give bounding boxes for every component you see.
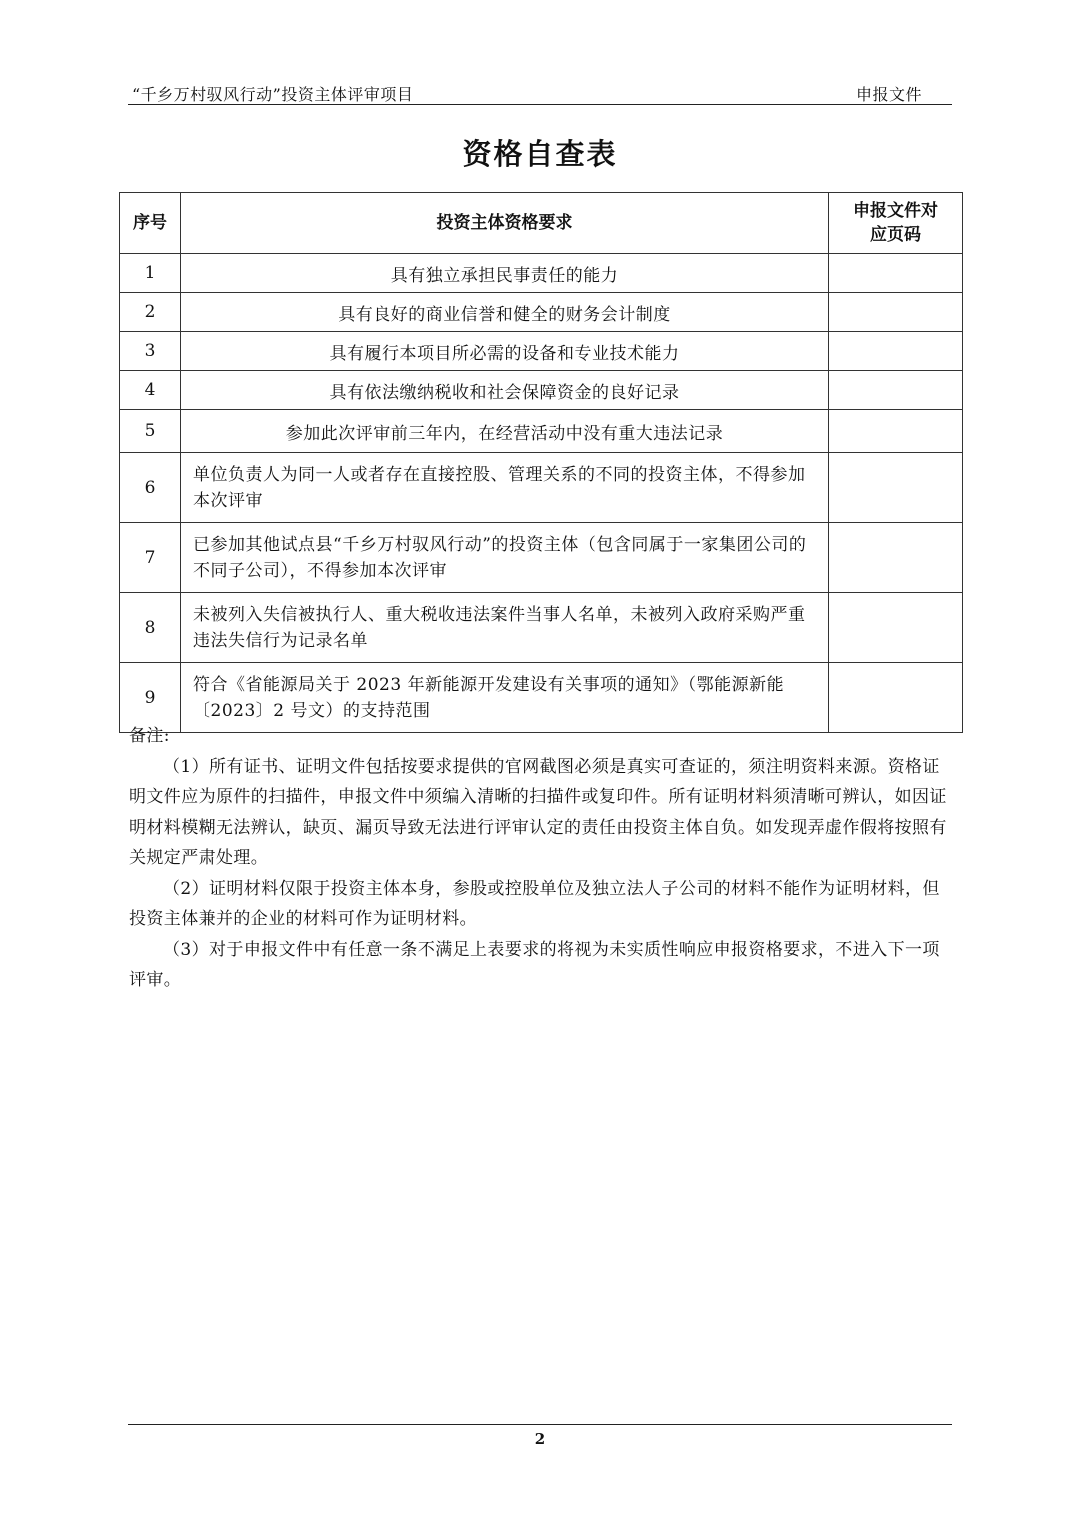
row-page	[829, 523, 963, 593]
qualification-table	[119, 192, 963, 733]
column-header-number: 序号	[120, 193, 181, 254]
row-page	[829, 254, 963, 293]
row-page	[829, 593, 963, 663]
row-requirement: 未被列入失信被执行人、重大税收违法案件当事人名单，未被列入政府采购严重违法失信行为记录名单	[181, 593, 829, 663]
note-item: （3）对于申报文件中有任意一条不满足上表要求的将视为未实质性响应申报资格要求，不进入下一项评审。	[129, 939, 940, 990]
row-requirement: 已参加其他试点县“千乡万村驭风行动”的投资主体（包含同属于一家集团公司的不同子公司），不得参加本次评审	[181, 523, 829, 593]
page-number: 2	[534, 1430, 546, 1448]
table-row	[120, 332, 963, 371]
header-project-title: “千乡万村驭风行动”投资主体评审项目	[132, 85, 414, 104]
table-row	[120, 410, 963, 453]
table-row	[120, 293, 963, 332]
column-header-requirement: 投资主体资格要求	[181, 193, 829, 254]
row-requirement: 具有履行本项目所必需的设备和专业技术能力	[181, 332, 829, 371]
row-requirement: 符合《省能源局关于 2023 年新能源开发建设有关事项的通知》（鄂能源新能〔2023〕2 号文）的支持范围	[181, 663, 829, 733]
row-number: 5	[120, 410, 181, 453]
table-header-row	[120, 193, 963, 254]
header-doc-type: 申报文件	[855, 85, 922, 104]
row-number: 1	[120, 254, 181, 293]
page-title: 资格自查表	[462, 137, 618, 171]
row-requirement: 具有依法缴纳税收和社会保障资金的良好记录	[181, 371, 829, 410]
table-row	[120, 593, 963, 663]
row-requirement: 参加此次评审前三年内，在经营活动中没有重大违法记录	[181, 410, 829, 453]
page-header	[128, 80, 952, 105]
row-page	[829, 332, 963, 371]
table-row	[120, 453, 963, 523]
note-item: （1）所有证书、证明文件包括按要求提供的官网截图必须是真实可查证的，须注明资料来源。资格证明文件应为原件的扫描件，申报文件中须编入清晰的扫描件或复印件。所有证明材料须清晰可辨认，如因证明材料模糊无法辨认，缺页、漏页导致无法进行评审认定的责任由投资主体自负。如发现弄虚作假将按照有关规定严肃处理。	[129, 756, 947, 868]
row-number: 7	[120, 523, 181, 593]
footer-divider	[128, 1424, 952, 1425]
row-requirement: 具有独立承担民事责任的能力	[181, 254, 829, 293]
table-row	[120, 371, 963, 410]
notes-label: 备注:	[129, 726, 170, 746]
column-header-page	[829, 193, 963, 254]
notes-section	[129, 721, 953, 996]
column-header-page-text: 申报文件对应页码	[853, 201, 938, 245]
row-number: 8	[120, 593, 181, 663]
row-number: 4	[120, 371, 181, 410]
row-page	[829, 410, 963, 453]
row-number: 3	[120, 332, 181, 371]
table-row	[120, 254, 963, 293]
row-number: 6	[120, 453, 181, 523]
table-row	[120, 523, 963, 593]
row-page	[829, 371, 963, 410]
row-number: 9	[120, 663, 181, 733]
note-item: （2）证明材料仅限于投资主体本身，参股或控股单位及独立法人子公司的材料不能作为证明材料，但投资主体兼并的企业的材料可作为证明材料。	[129, 878, 940, 929]
row-requirement: 具有良好的商业信誉和健全的财务会计制度	[181, 293, 829, 332]
row-page	[829, 293, 963, 332]
row-page	[829, 453, 963, 523]
row-requirement: 单位负责人为同一人或者存在直接控股、管理关系的不同的投资主体，不得参加本次评审	[181, 453, 829, 523]
row-number: 2	[120, 293, 181, 332]
